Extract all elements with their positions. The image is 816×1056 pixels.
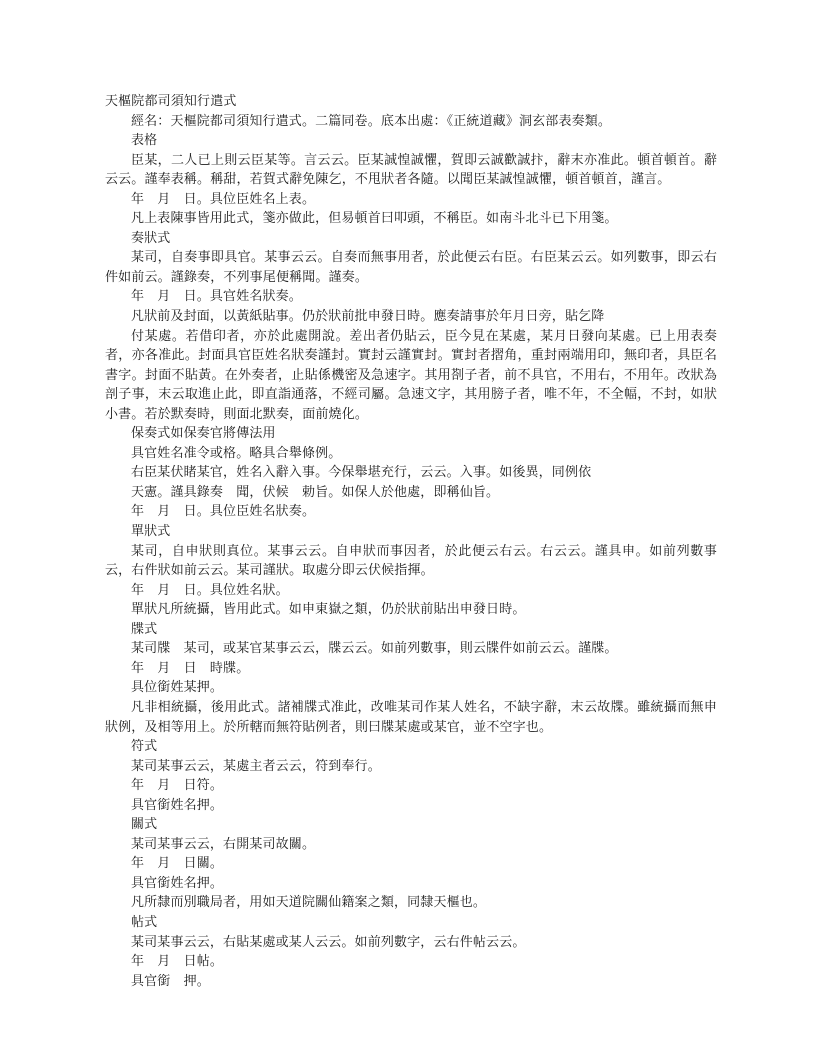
- body-line: 天憲。謹具錄奏 聞，伏候 勅旨。如保人於他處，即稱仙旨。: [131, 484, 500, 500]
- body-line: 右臣某伏睹某官，姓名入辭入事。今保舉堪充行，云云。入事。如後異，同例依: [131, 465, 592, 481]
- body-line: 具官銜姓名押。: [131, 875, 224, 891]
- body-line: 單狀凡所統攝，皆用此式。如申東嶽之類，仍於狀前貼出申發日時。: [131, 602, 526, 618]
- body-line: 凡上表陳事皆用此式，箋亦做此，但易頓首曰叩頭，不稱臣。如南斗北斗已下用箋。: [131, 211, 618, 227]
- body-line: 凡非相統攝，後用此式。諸補牒式准此，改唯某司作某人姓名，不缺字辭，末云故牒。雖統攝而無申狀例，及相等用上。於所轄而無符貼例者，則曰牒某處或某官，並不空字也。: [105, 699, 717, 735]
- section-heading: 單狀式: [131, 524, 171, 540]
- body-line: 年 月 日。具位姓名狀。: [131, 582, 289, 598]
- body-line: 具位銜姓某押。: [131, 680, 224, 696]
- section-heading: 牒式: [131, 621, 158, 637]
- body-line: 年 月 日符。: [131, 778, 224, 794]
- body-line: 某司，自申狀則真位。某事云云。自申狀而事因者，於此便云右云。右云云。謹具申。如前列數事云，右件狀如前云云。某司謹狀。取處分即云伏候指揮。: [105, 543, 717, 579]
- body-line: 某司某事云云，右開某司故關。: [131, 836, 316, 852]
- body-line: 經名：天樞院都司須知行遣式。二篇同卷。底本出處：《正統道藏》洞玄部表奏類。: [131, 113, 612, 129]
- body-line: 某司牒 某司，或某官某事云云，牒云云。如前列數事，則云牒件如前云云。謹牒。: [131, 641, 618, 657]
- section-heading: 保奏式如保奏官將傳法用: [131, 426, 276, 442]
- body-line: 年 月 日。具位臣姓名狀奏。: [131, 504, 316, 520]
- body-line: 具官銜姓名押。: [131, 797, 224, 813]
- section-heading: 關式: [131, 817, 158, 833]
- section-heading: 具官姓名准令或格。略具合舉條例。: [131, 445, 342, 461]
- section-heading: 帖式: [131, 914, 158, 930]
- body-line: 某司，自奏事即具官。某事云云。自奏而無事用者，於此便云右臣。右臣某云云。如列數事，即云右件如前云。謹錄奏，不列事尾便稱聞。謹奏。: [105, 250, 717, 285]
- section-heading: 表格: [131, 133, 158, 149]
- body-line: 付某處。若借印者，亦於此處開說。差出者仍貼云，臣今見在某處，某月日發向某處。已上用表奏者，亦各准此。封面具官臣姓名狀奏謹封。實封云謹實封。實封者摺角，重封兩端用印，無印者，具臣名書字。封面不貼黃。在外奏者，止貼係機密及急速字。其用剳子者，前不具官，不用右，不用年。改狀為剖子事，末云取進止此，即直詣通落，不經司屬。急速文字，其用膀子者，唯不年，不全幅，不封，如狀小書。若於默奏時，則面北默奏，面前燒化。: [105, 328, 717, 422]
- body-line: 凡所隸而別職局者，用如天道院關仙籍案之類，同隸天樞也。: [131, 895, 487, 911]
- document-title: 天樞院都司須知行遣式: [105, 94, 237, 109]
- body-line: 年 月 日。具位臣姓名上表。: [131, 191, 316, 207]
- body-line: 某司某事云云，右貼某處或某人云云。如前列數字，云右件帖云云。: [131, 934, 526, 950]
- body-line: 臣某，二人已上則云臣某等。言云云。臣某誠惶誠懼，賀即云誠歡誠抃，辭末亦准此。頓首頓首。辭云云。謹奉表稱。稱甜，若賀式辭免陳乞，不甩狀者各隨。以聞臣某誠惶誠懼，頓首頓首，謹言。: [105, 152, 717, 188]
- body-line: 某司某事云云，某處主者云云，符到奉行。: [131, 758, 381, 774]
- body-line: 年 月 日 時牒。: [131, 660, 250, 676]
- body-line: 具官銜 押。: [131, 973, 210, 989]
- section-heading: 奏狀式: [131, 230, 171, 246]
- document-body: [105, 92, 717, 991]
- body-line: 年 月 日關。: [131, 856, 224, 872]
- body-line: 年 月 日。具官姓名狀奏。: [131, 289, 302, 305]
- body-line: 年 月 日帖。: [131, 954, 224, 970]
- section-heading: 符式: [131, 739, 158, 755]
- body-line: 凡狀前及封面，以黃紙貼事。仍於狀前批申發日時。應奏請事於年月日旁，貼乞降: [131, 309, 605, 325]
